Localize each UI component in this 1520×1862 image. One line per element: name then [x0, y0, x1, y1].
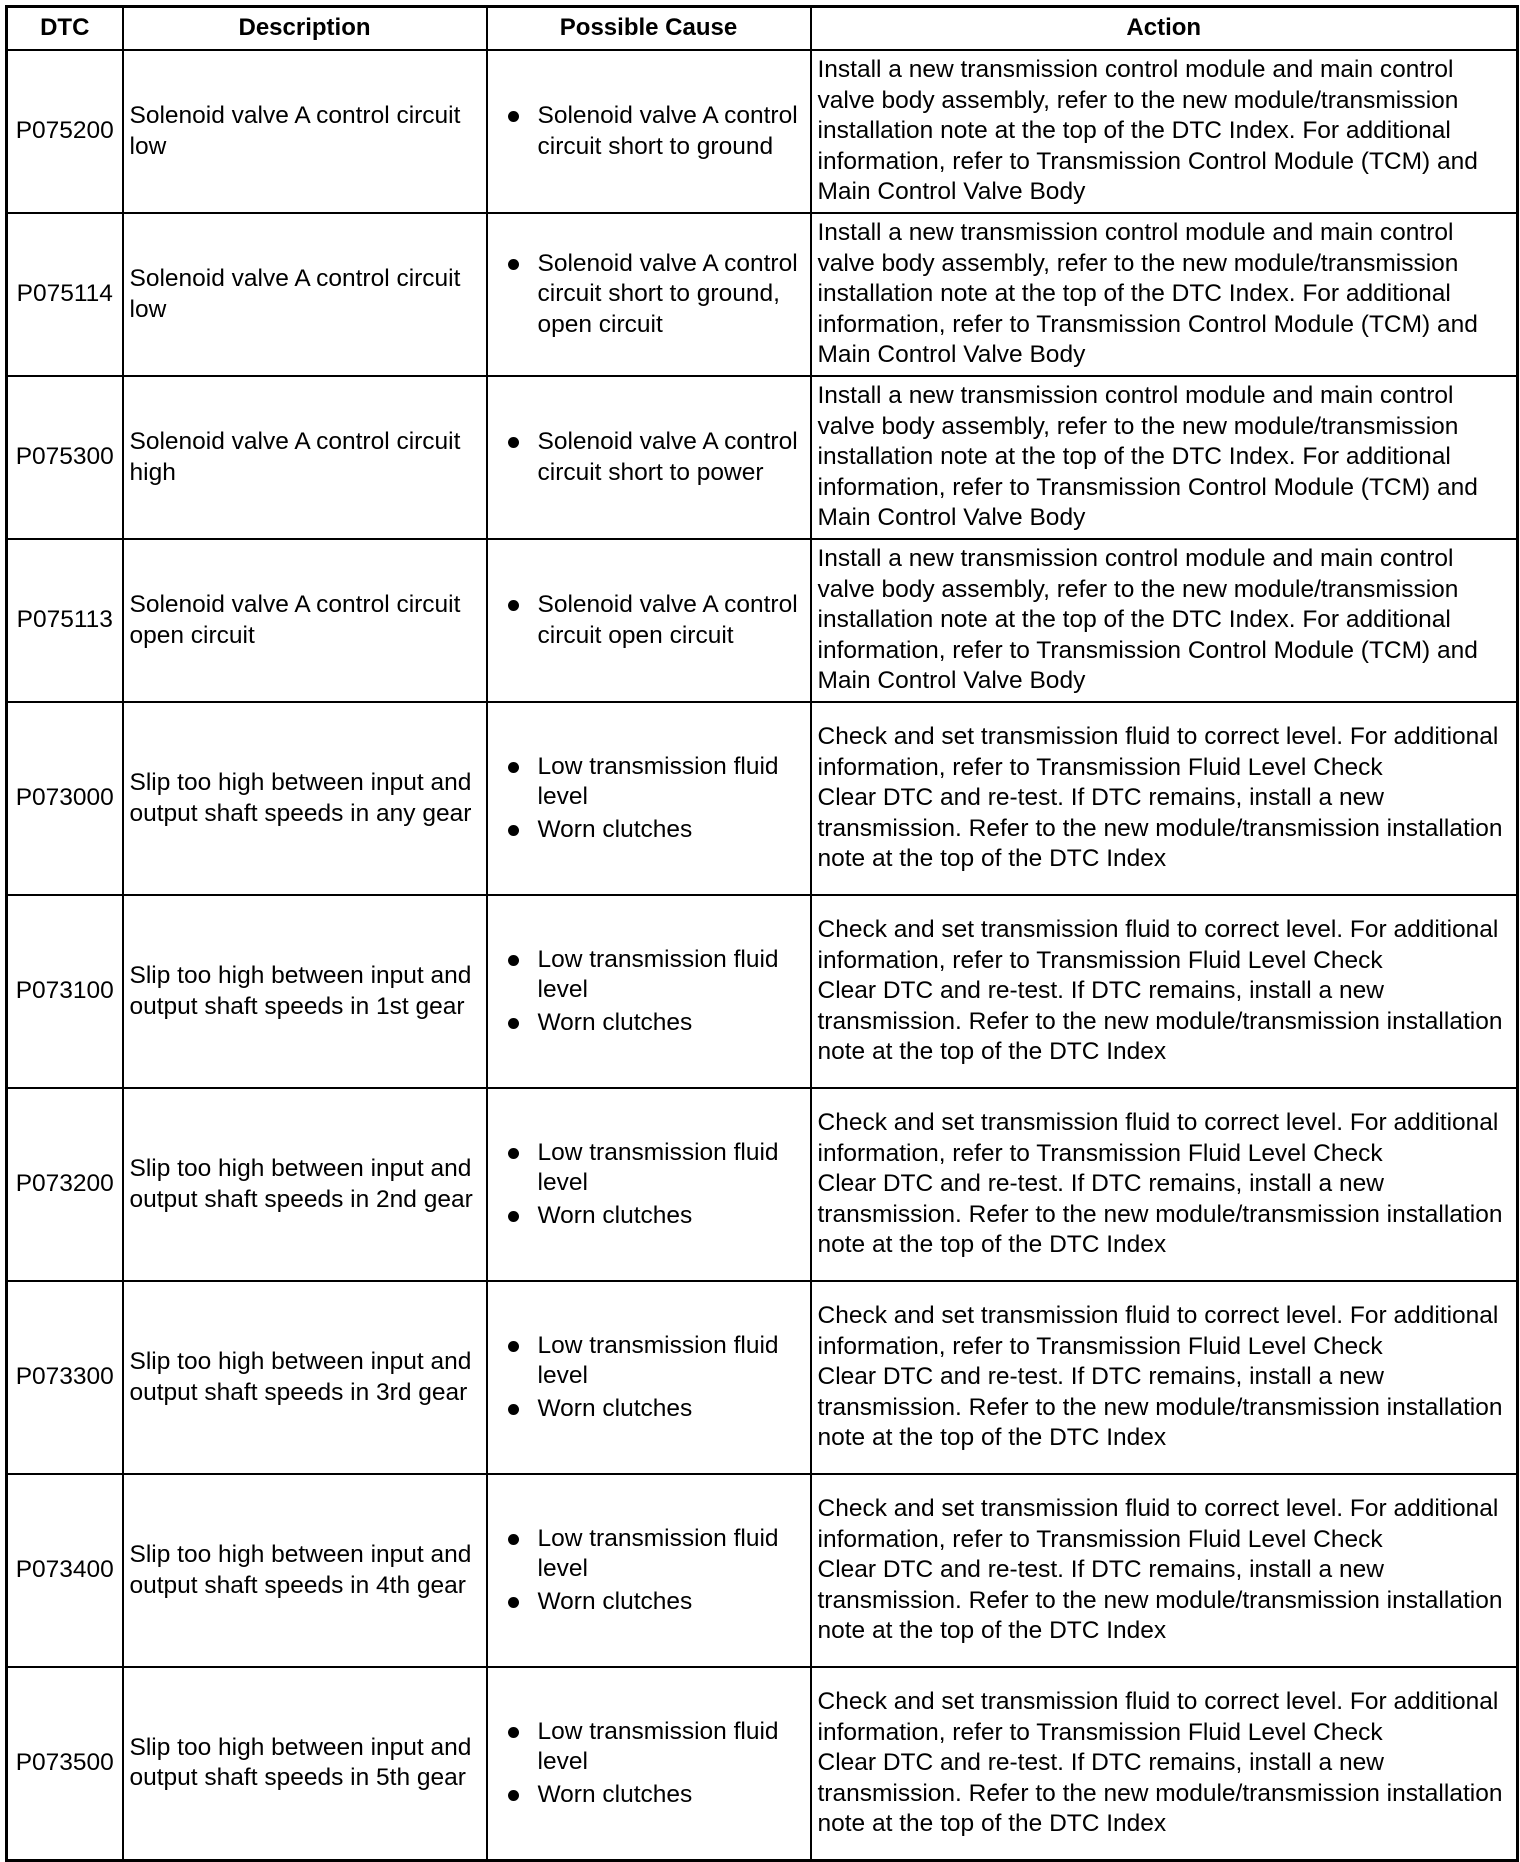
action-text: Check and set transmission fluid to correct level. For additional information, refer to Transmission Fluid Level Check [817, 916, 1499, 974]
bullet-icon [508, 600, 519, 611]
bullet-icon [508, 1211, 519, 1222]
cause-list-item [508, 1717, 806, 1778]
cell-description: Solenoid valve A control circuit low [123, 50, 487, 213]
cell-action [811, 895, 1518, 1088]
bullet-icon [508, 825, 519, 836]
header-possible-cause: Possible Cause [487, 7, 811, 51]
cause-text: Worn clutches [537, 1008, 693, 1036]
cell-description: Solenoid valve A control circuit low [123, 213, 487, 376]
cause-list [508, 752, 806, 846]
cell-dtc: P073300 [7, 1281, 123, 1474]
cell-possible-cause [487, 376, 811, 539]
action-text: Install a new transmission control module and main control valve body assembly, refer to the new module/transmission installation note at the top of the DTC Index. For additional information, refer to Transmission Control Module (TCM) and Main Control Valve Body [817, 219, 1478, 369]
table-row [7, 1088, 1518, 1281]
table-row [7, 539, 1518, 702]
cell-action [811, 1474, 1518, 1667]
header-description: Description [123, 7, 487, 51]
cell-description: Slip too high between input and output shaft speeds in 2nd gear [123, 1088, 487, 1281]
action-text: Clear DTC and re-test. If DTC remains, install a new transmission. Refer to the new module/transmission installation note at the top of the DTC Index [817, 1170, 1503, 1259]
table-row [7, 376, 1518, 539]
action-text: Clear DTC and re-test. If DTC remains, install a new transmission. Refer to the new module/transmission installation note at the top of the DTC Index [817, 784, 1503, 873]
cause-text: Worn clutches [537, 1587, 693, 1615]
bullet-icon [508, 955, 519, 966]
bullet-icon [508, 1148, 519, 1159]
cell-possible-cause [487, 1281, 811, 1474]
cell-dtc: P073500 [7, 1667, 123, 1860]
cell-dtc: P075113 [7, 539, 123, 702]
cause-list [508, 427, 806, 488]
cell-dtc: P075200 [7, 50, 123, 213]
cause-list-item [508, 1587, 806, 1618]
bullet-icon [508, 437, 519, 448]
cause-text: Low transmission fluid level [537, 752, 779, 811]
cell-description: Slip too high between input and output shaft speeds in 1st gear [123, 895, 487, 1088]
cause-list [508, 1331, 806, 1425]
cell-action [811, 539, 1518, 702]
action-text: Install a new transmission control module and main control valve body assembly, refer to the new module/transmission installation note at the top of the DTC Index. For additional information, refer to Transmission Control Module (TCM) and Main Control Valve Body [817, 382, 1478, 532]
cause-list [508, 590, 806, 651]
cause-list [508, 1138, 806, 1232]
bullet-icon [508, 111, 519, 122]
action-text: Clear DTC and re-test. If DTC remains, install a new transmission. Refer to the new module/transmission installation note at the top of the DTC Index [817, 1749, 1503, 1837]
cause-list-item [508, 249, 806, 341]
cause-list-item [508, 427, 806, 488]
cell-dtc: P073400 [7, 1474, 123, 1667]
cause-list-item [508, 1138, 806, 1199]
action-text: Check and set transmission fluid to correct level. For additional information, refer to Transmission Fluid Level Check [817, 1302, 1499, 1360]
cause-list-item [508, 815, 806, 846]
cell-action [811, 702, 1518, 895]
cell-dtc: P073000 [7, 702, 123, 895]
cause-text: Worn clutches [537, 1394, 693, 1422]
cell-description: Slip too high between input and output shaft speeds in 4th gear [123, 1474, 487, 1667]
table-header [7, 7, 1518, 51]
cell-dtc: P075114 [7, 213, 123, 376]
cause-text: Low transmission fluid level [537, 1331, 779, 1390]
table-row [7, 50, 1518, 213]
action-text: Check and set transmission fluid to correct level. For additional information, refer to Transmission Fluid Level Check [817, 723, 1499, 781]
bullet-icon [508, 1790, 519, 1801]
action-text: Check and set transmission fluid to correct level. For additional information, refer to Transmission Fluid Level Check [817, 1109, 1499, 1167]
action-text: Check and set transmission fluid to correct level. For additional information, refer to Transmission Fluid Level Check [817, 1495, 1499, 1553]
table-row [7, 1667, 1518, 1860]
cell-possible-cause [487, 50, 811, 213]
cell-action [811, 50, 1518, 213]
bullet-icon [508, 762, 519, 773]
cause-list-item [508, 1201, 806, 1232]
cause-list-item [508, 101, 806, 162]
cause-list-item [508, 752, 806, 813]
cause-list [508, 1524, 806, 1618]
bullet-icon [508, 1404, 519, 1415]
cell-dtc: P075300 [7, 376, 123, 539]
bullet-icon [508, 259, 519, 270]
table-row [7, 213, 1518, 376]
cause-text: Low transmission fluid level [537, 1717, 779, 1775]
cell-description: Slip too high between input and output shaft speeds in any gear [123, 702, 487, 895]
action-text: Clear DTC and re-test. If DTC remains, install a new transmission. Refer to the new module/transmission installation note at the top of the DTC Index [817, 1363, 1503, 1452]
bullet-icon [508, 1341, 519, 1352]
cause-text: Solenoid valve A control circuit open circuit [537, 591, 798, 649]
action-text: Install a new transmission control module and main control valve body assembly, refer to the new module/transmission installation note at the top of the DTC Index. For additional information, refer to Transmission Control Module (TCM) and Main Control Valve Body [817, 545, 1478, 695]
cause-text: Low transmission fluid level [537, 1524, 779, 1583]
cell-action [811, 1667, 1518, 1860]
cause-list-item [508, 945, 806, 1006]
cell-description: Solenoid valve A control circuit open circuit [123, 539, 487, 702]
table-row [7, 895, 1518, 1088]
action-text: Clear DTC and re-test. If DTC remains, install a new transmission. Refer to the new module/transmission installation note at the top of the DTC Index [817, 977, 1503, 1066]
cell-dtc: P073200 [7, 1088, 123, 1281]
cause-list [508, 249, 806, 341]
bullet-icon [508, 1018, 519, 1029]
table-row [7, 1474, 1518, 1667]
cell-description: Slip too high between input and output shaft speeds in 3rd gear [123, 1281, 487, 1474]
cause-list [508, 101, 806, 162]
cell-possible-cause [487, 1088, 811, 1281]
cause-list [508, 1717, 806, 1811]
cell-dtc: P073100 [7, 895, 123, 1088]
cause-text: Solenoid valve A control circuit short to ground, open circuit [537, 249, 798, 338]
cause-list-item [508, 590, 806, 651]
action-text: Clear DTC and re-test. If DTC remains, install a new transmission. Refer to the new module/transmission installation note at the top of the DTC Index [817, 1556, 1503, 1645]
action-text: Check and set transmission fluid to correct level. For additional information, refer to Transmission Fluid Level Check [817, 1688, 1499, 1746]
dtc-table [5, 5, 1519, 1862]
cause-text: Worn clutches [537, 1201, 693, 1229]
cause-text: Worn clutches [537, 815, 693, 843]
cause-list-item [508, 1008, 806, 1039]
cell-action [811, 213, 1518, 376]
cause-text: Low transmission fluid level [537, 1138, 779, 1197]
cause-text: Solenoid valve A control circuit short to power [537, 428, 798, 486]
cell-description: Solenoid valve A control circuit high [123, 376, 487, 539]
header-action: Action [811, 7, 1518, 51]
cell-possible-cause [487, 539, 811, 702]
cell-possible-cause [487, 213, 811, 376]
cause-list-item [508, 1331, 806, 1392]
cause-list-item [508, 1394, 806, 1425]
cell-possible-cause [487, 1667, 811, 1860]
header-row [7, 7, 1518, 51]
cause-list-item [508, 1780, 806, 1811]
cell-action [811, 1281, 1518, 1474]
cause-text: Low transmission fluid level [537, 945, 779, 1004]
bullet-icon [508, 1597, 519, 1608]
cause-text: Worn clutches [537, 1780, 693, 1808]
bullet-icon [508, 1727, 519, 1738]
table-row [7, 1281, 1518, 1474]
cause-text: Solenoid valve A control circuit short to ground [537, 102, 798, 160]
cell-action [811, 376, 1518, 539]
bullet-icon [508, 1534, 519, 1545]
cell-possible-cause [487, 895, 811, 1088]
cause-list-item [508, 1524, 806, 1585]
table-row [7, 702, 1518, 895]
cause-list [508, 945, 806, 1039]
table-body [7, 50, 1518, 1860]
cell-description: Slip too high between input and output shaft speeds in 5th gear [123, 1667, 487, 1860]
cell-possible-cause [487, 1474, 811, 1667]
cell-possible-cause [487, 702, 811, 895]
action-text: Install a new transmission control module and main control valve body assembly, refer to the new module/transmission installation note at the top of the DTC Index. For additional information, refer to Transmission Control Module (TCM) and Main Control Valve Body [817, 56, 1478, 206]
cell-action [811, 1088, 1518, 1281]
header-dtc: DTC [7, 7, 123, 51]
